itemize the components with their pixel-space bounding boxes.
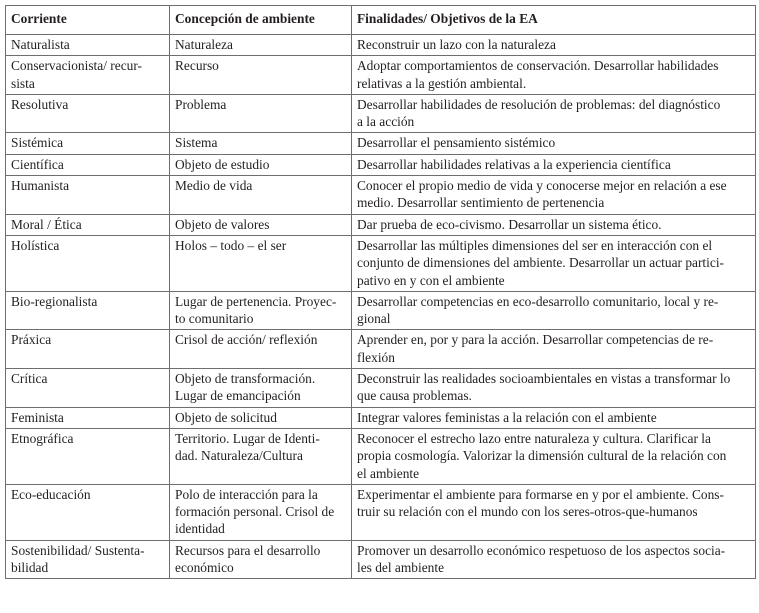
- cell-finalidades: [352, 235, 756, 291]
- cell-text-line: Adoptar comportamientos de conservación. Desarrollar habilidades: [357, 58, 719, 74]
- cell-text-line: Medio de vida: [175, 178, 253, 194]
- cell-text-line: Lugar de emancipación: [175, 388, 301, 404]
- cell-corriente: [6, 133, 170, 154]
- cell-text-line: Sistémica: [11, 135, 64, 151]
- cell-text-line: Humanista: [11, 178, 70, 194]
- cell-corriente: [6, 428, 170, 484]
- cell-text-line: a la acción: [357, 114, 415, 130]
- cell-text-line: Científica: [11, 156, 64, 172]
- cell-text-line: bilidad: [11, 560, 49, 576]
- table-row: [6, 133, 756, 154]
- currents-table-container: [5, 5, 755, 579]
- header-row: [6, 6, 756, 35]
- cell-text-line: Sistema: [175, 135, 218, 151]
- cell-finalidades: [352, 330, 756, 369]
- header-concepcion: Concepción de ambiente: [170, 6, 352, 35]
- cell-text-line: propia cosmología. Valorizar la dimensión cultural de la relación con: [357, 448, 727, 464]
- cell-finalidades: [352, 154, 756, 175]
- cell-concepcion: [170, 484, 352, 540]
- cell-finalidades: [352, 484, 756, 540]
- table-body: [6, 35, 756, 579]
- cell-text-line: Experimentar el ambiente para formarse en y por el ambiente. Cons-: [357, 486, 724, 502]
- cell-finalidades: [352, 369, 756, 408]
- table-row: [6, 291, 756, 330]
- cell-text-line: formación personal. Crisol de: [175, 504, 335, 520]
- cell-finalidades: [352, 176, 756, 215]
- cell-corriente: [6, 35, 170, 56]
- cell-corriente: [6, 94, 170, 133]
- cell-text-line: Promover un desarrollo económico respetuoso de los aspectos socia-: [357, 542, 726, 558]
- cell-corriente: [6, 56, 170, 95]
- cell-concepcion: [170, 540, 352, 579]
- cell-corriente: [6, 369, 170, 408]
- cell-finalidades: [352, 56, 756, 95]
- cell-text-line: Eco-educación: [11, 486, 91, 502]
- cell-corriente: [6, 176, 170, 215]
- cell-corriente: [6, 407, 170, 428]
- table-row: [6, 176, 756, 215]
- cell-text-line: Desarrollar habilidades de resolución de problemas: del diagnóstico: [357, 96, 721, 112]
- cell-text-line: Lugar de pertenencia. Proyec-: [175, 293, 337, 309]
- table-row: [6, 214, 756, 235]
- cell-corriente: [6, 154, 170, 175]
- cell-text-line: Etnográfica: [11, 430, 74, 446]
- cell-text-line: relativas a la gestión ambiental.: [357, 75, 527, 91]
- cell-text-line: Crisol de acción/ reflexión: [175, 332, 318, 348]
- cell-corriente: [6, 484, 170, 540]
- cell-text-line: medio. Desarrollar sentimiento de pertenencia: [357, 195, 605, 211]
- cell-finalidades: [352, 540, 756, 579]
- cell-text-line: Crítica: [11, 371, 48, 387]
- cell-text-line: Polo de interacción para la: [175, 486, 318, 502]
- table-row: [6, 35, 756, 56]
- cell-text-line: Holos – todo – el ser: [175, 237, 287, 253]
- table-row: [6, 235, 756, 291]
- cell-text-line: Sostenibilidad/ Sustenta-: [11, 542, 145, 558]
- cell-finalidades: [352, 35, 756, 56]
- table-header: [6, 6, 756, 35]
- cell-text-line: gional: [357, 311, 391, 327]
- cell-concepcion: [170, 235, 352, 291]
- cell-text-line: Práxica: [11, 332, 52, 348]
- cell-concepcion: [170, 214, 352, 235]
- cell-finalidades: [352, 94, 756, 133]
- cell-concepcion: [170, 176, 352, 215]
- cell-concepcion: [170, 133, 352, 154]
- cell-finalidades: [352, 428, 756, 484]
- cell-corriente: [6, 540, 170, 579]
- cell-corriente: [6, 214, 170, 235]
- cell-text-line: conjunto de dimensiones del ambiente. Desarrollar un actuar partici-: [357, 255, 724, 271]
- cell-finalidades: [352, 407, 756, 428]
- cell-text-line: Reconocer el estrecho lazo entre naturaleza y cultura. Clarificar la: [357, 430, 711, 446]
- cell-corriente: [6, 330, 170, 369]
- cell-text-line: truir su relación con el mundo con los seres-otros-que-humanos: [357, 504, 698, 520]
- cell-text-line: Conservacionista/ recur-: [11, 58, 142, 74]
- cell-text-line: Recursos para el desarrollo: [175, 542, 321, 558]
- table-row: [6, 540, 756, 579]
- cell-text-line: identidad: [175, 521, 225, 537]
- cell-concepcion: [170, 428, 352, 484]
- cell-text-line: Desarrollar las múltiples dimensiones del ser en interacción con el: [357, 237, 713, 253]
- cell-text-line: Bio-regionalista: [11, 293, 98, 309]
- cell-concepcion: [170, 407, 352, 428]
- table-row: [6, 369, 756, 408]
- cell-text-line: Feminista: [11, 409, 64, 425]
- cell-text-line: Reconstruir un lazo con la naturaleza: [357, 37, 556, 52]
- cell-text-line: Aprender en, por y para la acción. Desarrollar competencias de re-: [357, 332, 714, 348]
- environmental-education-currents-table: [5, 5, 756, 579]
- cell-text-line: Deconstruir las realidades socioambientales en vistas a transformar lo: [357, 371, 731, 387]
- cell-concepcion: [170, 94, 352, 133]
- cell-text-line: Objeto de solicitud: [175, 409, 277, 425]
- cell-text-line: Resolutiva: [11, 96, 69, 112]
- cell-finalidades: [352, 291, 756, 330]
- cell-corriente: [6, 291, 170, 330]
- table-row: [6, 154, 756, 175]
- cell-text-line: Conocer el propio medio de vida y conocerse mejor en relación a ese: [357, 178, 727, 194]
- table-row: [6, 428, 756, 484]
- cell-text-line: económico: [175, 560, 234, 576]
- cell-text-line: Problema: [175, 96, 227, 112]
- cell-finalidades: [352, 214, 756, 235]
- table-row: [6, 56, 756, 95]
- cell-text-line: Objeto de transformación.: [175, 371, 316, 387]
- cell-text-line: flexión: [357, 349, 395, 365]
- cell-text-line: Desarrollar competencias en eco-desarrollo comunitario, local y re-: [357, 293, 719, 309]
- table-row: [6, 330, 756, 369]
- cell-text-line: Naturalista: [11, 37, 70, 52]
- cell-text-line: Objeto de valores: [175, 216, 270, 232]
- table-row: [6, 94, 756, 133]
- cell-text-line: Objeto de estudio: [175, 156, 270, 172]
- cell-text-line: Naturaleza: [175, 37, 233, 52]
- cell-text-line: que causa problemas.: [357, 388, 472, 404]
- cell-concepcion: [170, 56, 352, 95]
- cell-concepcion: [170, 154, 352, 175]
- cell-text-line: Integrar valores feministas a la relación con el ambiente: [357, 409, 657, 425]
- cell-text-line: les del ambiente: [357, 560, 445, 576]
- cell-text-line: sista: [11, 75, 35, 91]
- cell-text-line: Recurso: [175, 58, 219, 74]
- cell-text-line: Dar prueba de eco-civismo. Desarrollar un sistema ético.: [357, 216, 662, 232]
- cell-concepcion: [170, 35, 352, 56]
- cell-text-line: Holística: [11, 237, 60, 253]
- cell-text-line: dad. Naturaleza/Cultura: [175, 448, 303, 464]
- cell-text-line: to comunitario: [175, 311, 254, 327]
- cell-concepcion: [170, 369, 352, 408]
- cell-text-line: Territorio. Lugar de Identi-: [175, 430, 320, 446]
- header-corriente: Corriente: [6, 6, 170, 35]
- cell-text-line: el ambiente: [357, 465, 420, 481]
- cell-concepcion: [170, 291, 352, 330]
- cell-text-line: Moral / Ética: [11, 216, 82, 232]
- cell-concepcion: [170, 330, 352, 369]
- cell-text-line: pativo en y con el ambiente: [357, 272, 505, 288]
- cell-text-line: Desarrollar el pensamiento sistémico: [357, 135, 556, 151]
- cell-text-line: Desarrollar habilidades relativas a la experiencia científica: [357, 156, 671, 172]
- table-row: [6, 484, 756, 540]
- cell-corriente: [6, 235, 170, 291]
- table-row: [6, 407, 756, 428]
- cell-finalidades: [352, 133, 756, 154]
- header-finalidades: Finalidades/ Objetivos de la EA: [352, 6, 756, 35]
